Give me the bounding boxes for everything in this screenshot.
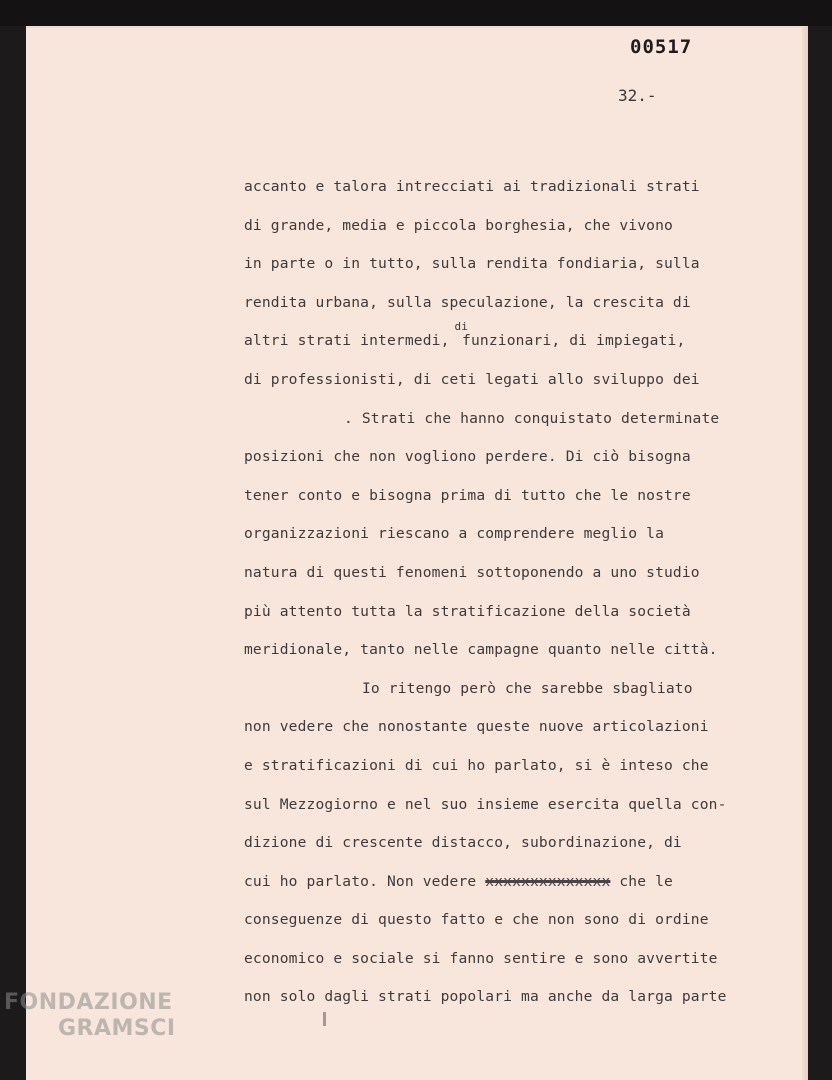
text-segment: altri strati intermedi, <box>244 332 459 350</box>
text-line: non vedere che nonostante queste nuove articolazioni <box>244 718 709 736</box>
scan-background <box>0 0 832 26</box>
text-line: dizione di crescente distacco, subordinazione, di <box>244 834 682 852</box>
text-line: sul Mezzogiorno e nel suo insieme esercita quella con- <box>244 795 727 813</box>
archive-code: 00517 <box>630 36 693 58</box>
text-line <box>244 322 774 361</box>
text-line: di grande, media e piccola borghesia, che vivono <box>244 216 673 234</box>
text-line: di professionisti, di ceti legati allo sviluppo dei <box>244 370 700 388</box>
text-line: conseguenze di questo fatto e che non sono di ordine <box>244 911 709 929</box>
typed-text-body <box>244 168 774 1017</box>
text-line: natura di questi fenomeni sottoponendo a uno studio <box>244 563 700 581</box>
text-segment: cui ho parlato. Non vedere <box>244 872 486 890</box>
handwritten-insertion: di <box>454 320 469 334</box>
text-line: non solo dagli strati popolari ma anche da larga parte <box>244 988 727 1006</box>
struck-out-text: xxxxxxxxxxxxxx <box>485 872 611 890</box>
text-line: posizioni che non vogliono perdere. Di ciò bisogna <box>244 448 691 466</box>
page-edge <box>802 26 808 1080</box>
text-line: in parte o in tutto, sulla rendita fondiaria, sulla <box>244 255 700 273</box>
text-line: tener conto e bisogna prima di tutto che le nostre <box>244 486 691 504</box>
watermark-line-1: FONDAZIONE <box>4 990 173 1015</box>
watermark-logo <box>4 990 176 1042</box>
text-line: . Strati che hanno conquistato determinate <box>344 409 720 427</box>
text-line: rendita urbana, sulla speculazione, la crescita di <box>244 293 691 311</box>
text-line: Io ritengo però che sarebbe sbagliato <box>362 679 693 697</box>
text-segment: che le <box>610 872 673 890</box>
watermark-line-2: GRAMSCI <box>58 1016 176 1041</box>
text-line: più attento tutta la stratificazione della società <box>244 602 691 620</box>
text-segment: funzionari, di impiegati, <box>462 332 686 350</box>
text-line: e stratificazioni di cui ho parlato, si è inteso che <box>244 756 709 774</box>
text-line: meridionale, tanto nelle campagne quanto nelle città. <box>244 641 718 659</box>
ink-speck <box>323 1012 326 1026</box>
text-line: organizzazioni riescano a comprendere meglio la <box>244 525 665 543</box>
page-number: 32.- <box>618 86 657 105</box>
text-line: accanto e talora intrecciati ai tradizionali strati <box>244 178 700 195</box>
text-line: economico e sociale si fanno sentire e sono avvertite <box>244 949 718 967</box>
text-line <box>244 863 774 902</box>
